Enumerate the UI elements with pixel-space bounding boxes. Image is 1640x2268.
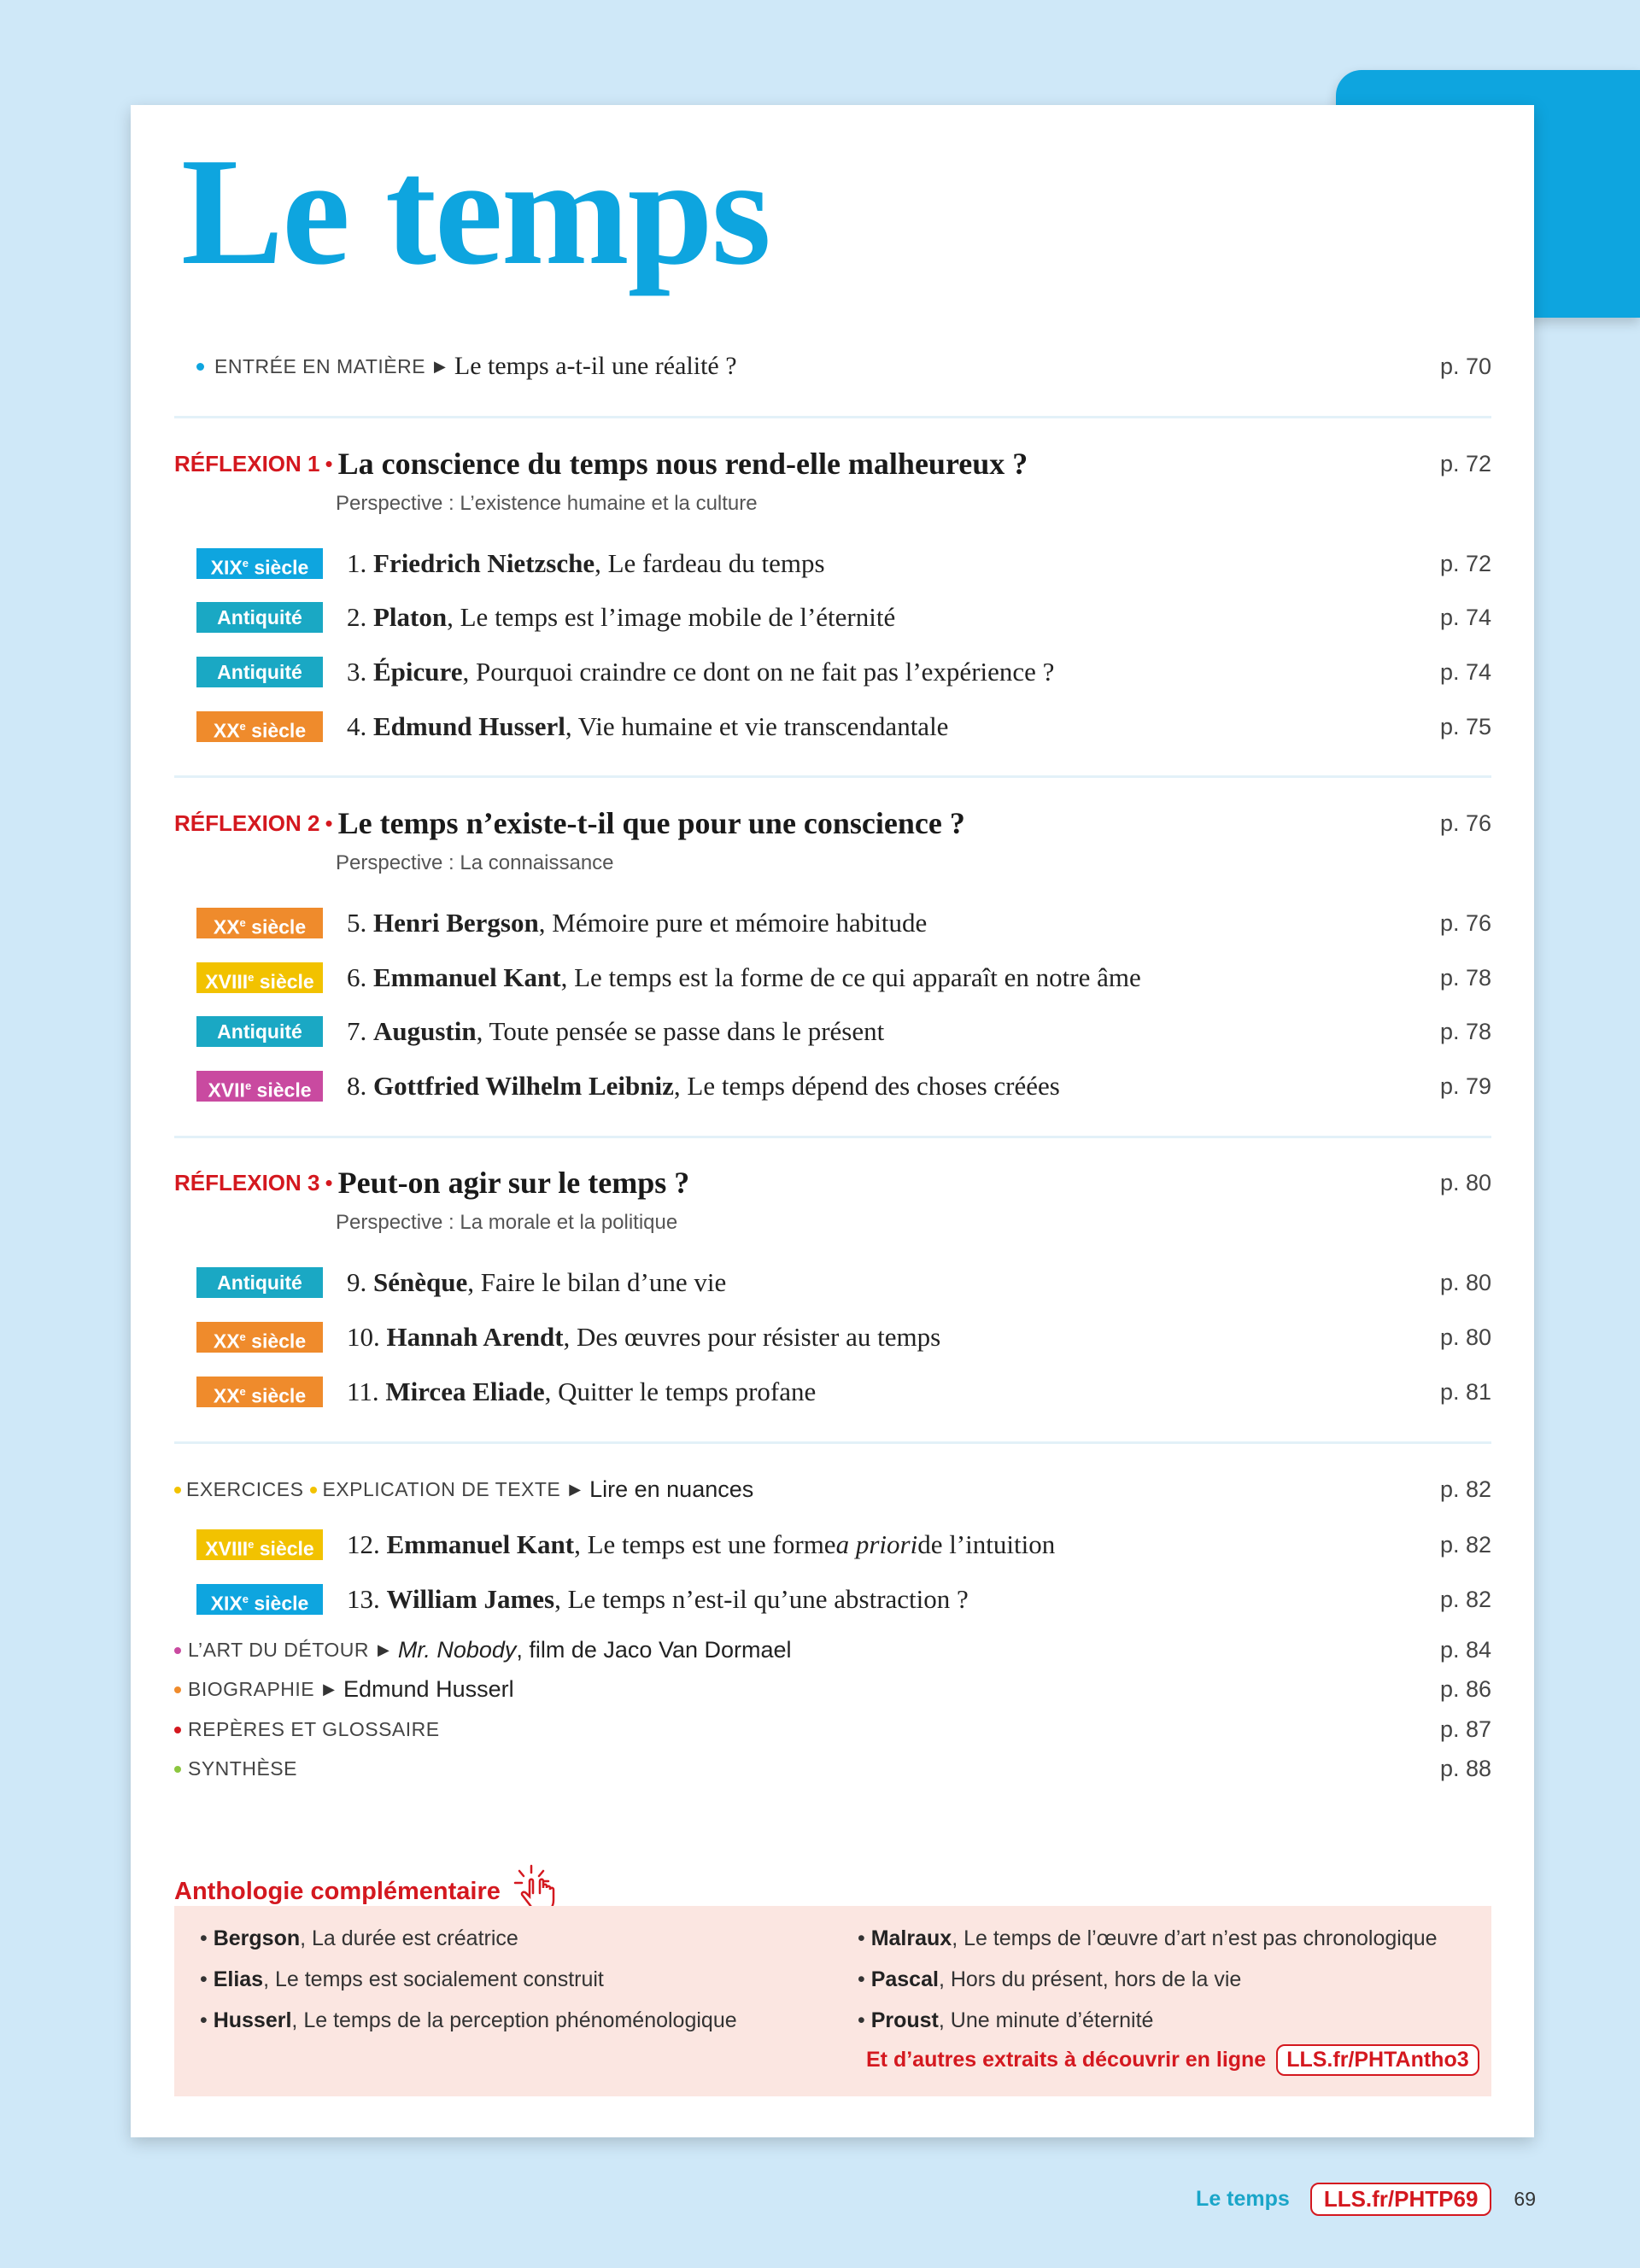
item-author: Emmanuel Kant	[373, 962, 561, 992]
page-ref: p. 76	[1439, 909, 1491, 936]
reflection-header[interactable]	[174, 1165, 1491, 1201]
item-author: Épicure	[373, 657, 463, 687]
anthology-item[interactable]: • Pascal, Hors du présent, hors de la vie	[858, 1967, 1242, 1991]
chapter-title: Le temps	[181, 126, 770, 296]
anthology-item[interactable]: • Proust, Une minute d’éternité	[858, 2008, 1154, 2032]
item-number: 11.	[347, 1377, 379, 1406]
section-divider	[174, 1441, 1491, 1444]
item-author: Emmanuel Kant	[386, 1529, 575, 1559]
page-ref: p. 80	[1439, 1269, 1491, 1295]
item-number: 10.	[347, 1322, 380, 1352]
toc-text-item[interactable]	[174, 1016, 1491, 1047]
period-badge: XXe siècle	[196, 711, 323, 742]
item-author: Gottfried Wilhelm Leibniz	[373, 1071, 674, 1101]
item-author: Friedrich Nietzsche	[373, 548, 595, 578]
item-title: , Toute pensée se passe dans le présent	[476, 1016, 885, 1046]
triangle-arrow-icon: ▶	[378, 1641, 390, 1659]
section-divider	[174, 775, 1491, 778]
toc-text-item[interactable]	[174, 548, 1491, 579]
bullet-dot	[174, 1686, 181, 1693]
item-title: , Faire le bilan d’une vie	[467, 1267, 727, 1297]
toc-text-item[interactable]	[174, 657, 1491, 687]
bullet-dot	[310, 1487, 317, 1493]
section-divider	[174, 416, 1491, 418]
page-ref: p. 74	[1439, 604, 1491, 630]
period-badge: XXe siècle	[196, 908, 323, 938]
item-author: Mircea Eliade	[385, 1377, 545, 1406]
intro-text: Le temps a-t-il une réalité ?	[454, 352, 737, 380]
toc-exercises-row[interactable]	[174, 1476, 1491, 1503]
item-title: , Mémoire pure et mémoire habitude	[538, 908, 928, 938]
extra-film-title: Mr. Nobody	[397, 1637, 517, 1663]
period-badge: XVIIe siècle	[196, 1071, 323, 1102]
toc-text-item[interactable]	[174, 1529, 1491, 1560]
triangle-arrow-icon: ▶	[569, 1481, 582, 1499]
extra-label: REPÈRES ET GLOSSAIRE	[188, 1718, 440, 1740]
anthology-item[interactable]: • Husserl, Le temps de la perception phénoménologique	[200, 2008, 737, 2032]
item-title-italic: a priori	[835, 1529, 918, 1559]
page-ref: p. 76	[1439, 810, 1491, 836]
period-badge: Antiquité	[196, 1267, 323, 1298]
item-number: 5.	[347, 908, 367, 938]
item-author: Sénèque	[373, 1267, 468, 1297]
item-title: , Le temps n’est-il qu’une abstraction ?	[554, 1584, 969, 1614]
toc-text-item[interactable]	[174, 711, 1491, 742]
anthology-more	[866, 2044, 1479, 2076]
item-author: Hannah Arendt	[386, 1322, 564, 1352]
page-ref: p. 80	[1439, 1324, 1491, 1350]
bullet-dot: •	[325, 810, 333, 836]
period-badge: Antiquité	[196, 1016, 323, 1047]
toc-text-item[interactable]	[174, 962, 1491, 993]
bullet-dot	[174, 1647, 181, 1654]
reflection-label: RÉFLEXION 2	[174, 810, 320, 836]
page-ref: p. 72	[1439, 450, 1491, 476]
toc-page-card	[131, 105, 1534, 2137]
item-title: , Des œuvres pour résister au temps	[563, 1322, 941, 1352]
page-ref: p. 81	[1439, 1378, 1491, 1405]
anthology-link[interactable]: LLS.fr/PHTAntho3	[1276, 2044, 1479, 2076]
item-author: Platon	[373, 602, 448, 632]
period-badge: Antiquité	[196, 602, 323, 633]
intro-label: ENTRÉE EN MATIÈRE	[214, 354, 426, 377]
period-badge: Antiquité	[196, 657, 323, 687]
item-title: , Quitter le temps profane	[544, 1377, 817, 1406]
item-author: Henri Bergson	[373, 908, 539, 938]
reflection-label: RÉFLEXION 1	[174, 450, 320, 476]
footer-link[interactable]: LLS.fr/PHTP69	[1310, 2183, 1492, 2216]
extra-label: BIOGRAPHIE	[188, 1678, 315, 1700]
anthology-item[interactable]: • Malraux, Le temps de l’œuvre d’art n’est pas chronologique	[858, 1926, 1438, 1950]
explication-label: EXPLICATION DE TEXTE	[322, 1478, 561, 1500]
item-number: 8.	[347, 1071, 367, 1101]
bullet-dot	[174, 1727, 181, 1733]
reflection-perspective: Perspective : La morale et la politique	[336, 1211, 678, 1234]
item-number: 7.	[347, 1016, 367, 1046]
page-ref: p. 78	[1439, 1018, 1491, 1044]
item-title: , Le fardeau du temps	[594, 548, 825, 578]
toc-text-item[interactable]	[174, 908, 1491, 938]
extra-text: Edmund Husserl	[343, 1676, 514, 1702]
item-title-tail: de l’intuition	[917, 1529, 1056, 1559]
page-footer	[1196, 2183, 1536, 2216]
reflection-perspective: Perspective : L’existence humaine et la culture	[336, 492, 758, 515]
reflection-header[interactable]	[174, 805, 1491, 841]
triangle-arrow-icon: ▶	[434, 357, 446, 376]
item-title: , Le temps dépend des choses créées	[673, 1071, 1060, 1101]
page-ref: p. 87	[1439, 1716, 1491, 1742]
period-badge: XVIIIe siècle	[196, 962, 323, 993]
item-author: Augustin	[373, 1016, 477, 1046]
page-ref: p. 80	[1439, 1169, 1491, 1195]
item-title: , Le temps est une forme	[574, 1529, 836, 1559]
page-ref: p. 72	[1439, 550, 1491, 576]
toc-extra-row[interactable]	[174, 1676, 1491, 1703]
item-number: 6.	[347, 962, 367, 992]
period-badge: XIXe siècle	[196, 1584, 323, 1615]
item-number: 3.	[347, 657, 367, 687]
footer-chapter-title: Le temps	[1196, 2187, 1290, 2211]
toc-extra-row[interactable]	[174, 1716, 1491, 1743]
page-ref: p. 79	[1439, 1073, 1491, 1099]
page-number: 69	[1514, 2188, 1536, 2210]
bullet-dot: •	[325, 1169, 333, 1195]
item-author: William James	[386, 1584, 555, 1614]
item-number: 12.	[347, 1529, 380, 1559]
anthology-item[interactable]: • Elias, Le temps est socialement construit	[200, 1967, 604, 1991]
anthology-title: Anthologie complémentaire	[174, 1862, 560, 1920]
item-title: , Pourquoi craindre ce dont on ne fait pas l’expérience ?	[462, 657, 1055, 687]
reflection-title: Peut-on agir sur le temps ?	[337, 1166, 690, 1200]
exercises-text: Lire en nuances	[589, 1476, 754, 1502]
toc-text-item[interactable]	[174, 1071, 1491, 1102]
item-title: , Le temps est la forme de ce qui apparaît en notre âme	[560, 962, 1141, 992]
anthology-item[interactable]: • Bergson, La durée est créatrice	[200, 1926, 518, 1950]
item-author: Edmund Husserl	[373, 711, 565, 741]
item-number: 4.	[347, 711, 367, 741]
page-ref: p. 82	[1439, 1586, 1491, 1612]
triangle-arrow-icon: ▶	[323, 1681, 335, 1698]
toc-intro-row[interactable]	[174, 352, 1491, 381]
page-ref: p. 82	[1439, 1531, 1491, 1558]
anthology-more-text: Et d’autres extraits à découvrir en ligne	[866, 2048, 1267, 2072]
exercises-label: EXERCICES	[186, 1478, 304, 1500]
reflection-header[interactable]	[174, 446, 1491, 482]
period-badge: XXe siècle	[196, 1322, 323, 1353]
page-ref: p. 84	[1439, 1637, 1491, 1663]
period-badge: XIXe siècle	[196, 548, 323, 579]
reflection-perspective: Perspective : La connaissance	[336, 851, 614, 874]
item-number: 1.	[347, 548, 367, 578]
toc-extra-row[interactable]	[174, 1756, 1491, 1782]
page-ref: p. 74	[1439, 658, 1491, 685]
period-badge: XXe siècle	[196, 1377, 323, 1407]
item-title: , Vie humaine et vie transcendantale	[565, 711, 949, 741]
bullet-dot	[196, 363, 204, 371]
bullet-dot	[174, 1487, 181, 1493]
page-ref: p. 88	[1439, 1756, 1491, 1781]
item-number: 9.	[347, 1267, 367, 1297]
bullet-dot: •	[325, 450, 333, 476]
page-ref: p. 86	[1439, 1676, 1491, 1702]
toc-text-item[interactable]	[174, 1377, 1491, 1407]
reflection-title: Le temps n’existe-t-il que pour une conscience ?	[337, 806, 965, 840]
bullet-dot	[174, 1766, 181, 1773]
toc-text-item[interactable]	[174, 1322, 1491, 1353]
item-number: 2.	[347, 602, 367, 632]
toc-text-item[interactable]	[174, 1267, 1491, 1298]
page-ref: p. 70	[1439, 353, 1491, 379]
extra-label: L’ART DU DÉTOUR	[188, 1639, 369, 1661]
reflection-label: RÉFLEXION 3	[174, 1169, 320, 1195]
page-ref: p. 75	[1439, 713, 1491, 739]
period-badge: XVIIIe siècle	[196, 1529, 323, 1560]
toc-extra-row[interactable]	[174, 1637, 1491, 1663]
item-number: 13.	[347, 1584, 380, 1614]
page-ref: p. 82	[1439, 1476, 1491, 1502]
page-ref: p. 78	[1439, 964, 1491, 991]
extra-text: , film de Jaco Van Dormael	[516, 1637, 792, 1663]
item-title: , Le temps est l’image mobile de l’éternité	[447, 602, 896, 632]
toc-text-item[interactable]	[174, 602, 1491, 633]
extra-label: SYNTHÈSE	[188, 1757, 297, 1780]
section-divider	[174, 1136, 1491, 1138]
reflection-title: La conscience du temps nous rend-elle malheureux ?	[337, 447, 1028, 481]
toc-text-item[interactable]	[174, 1584, 1491, 1615]
